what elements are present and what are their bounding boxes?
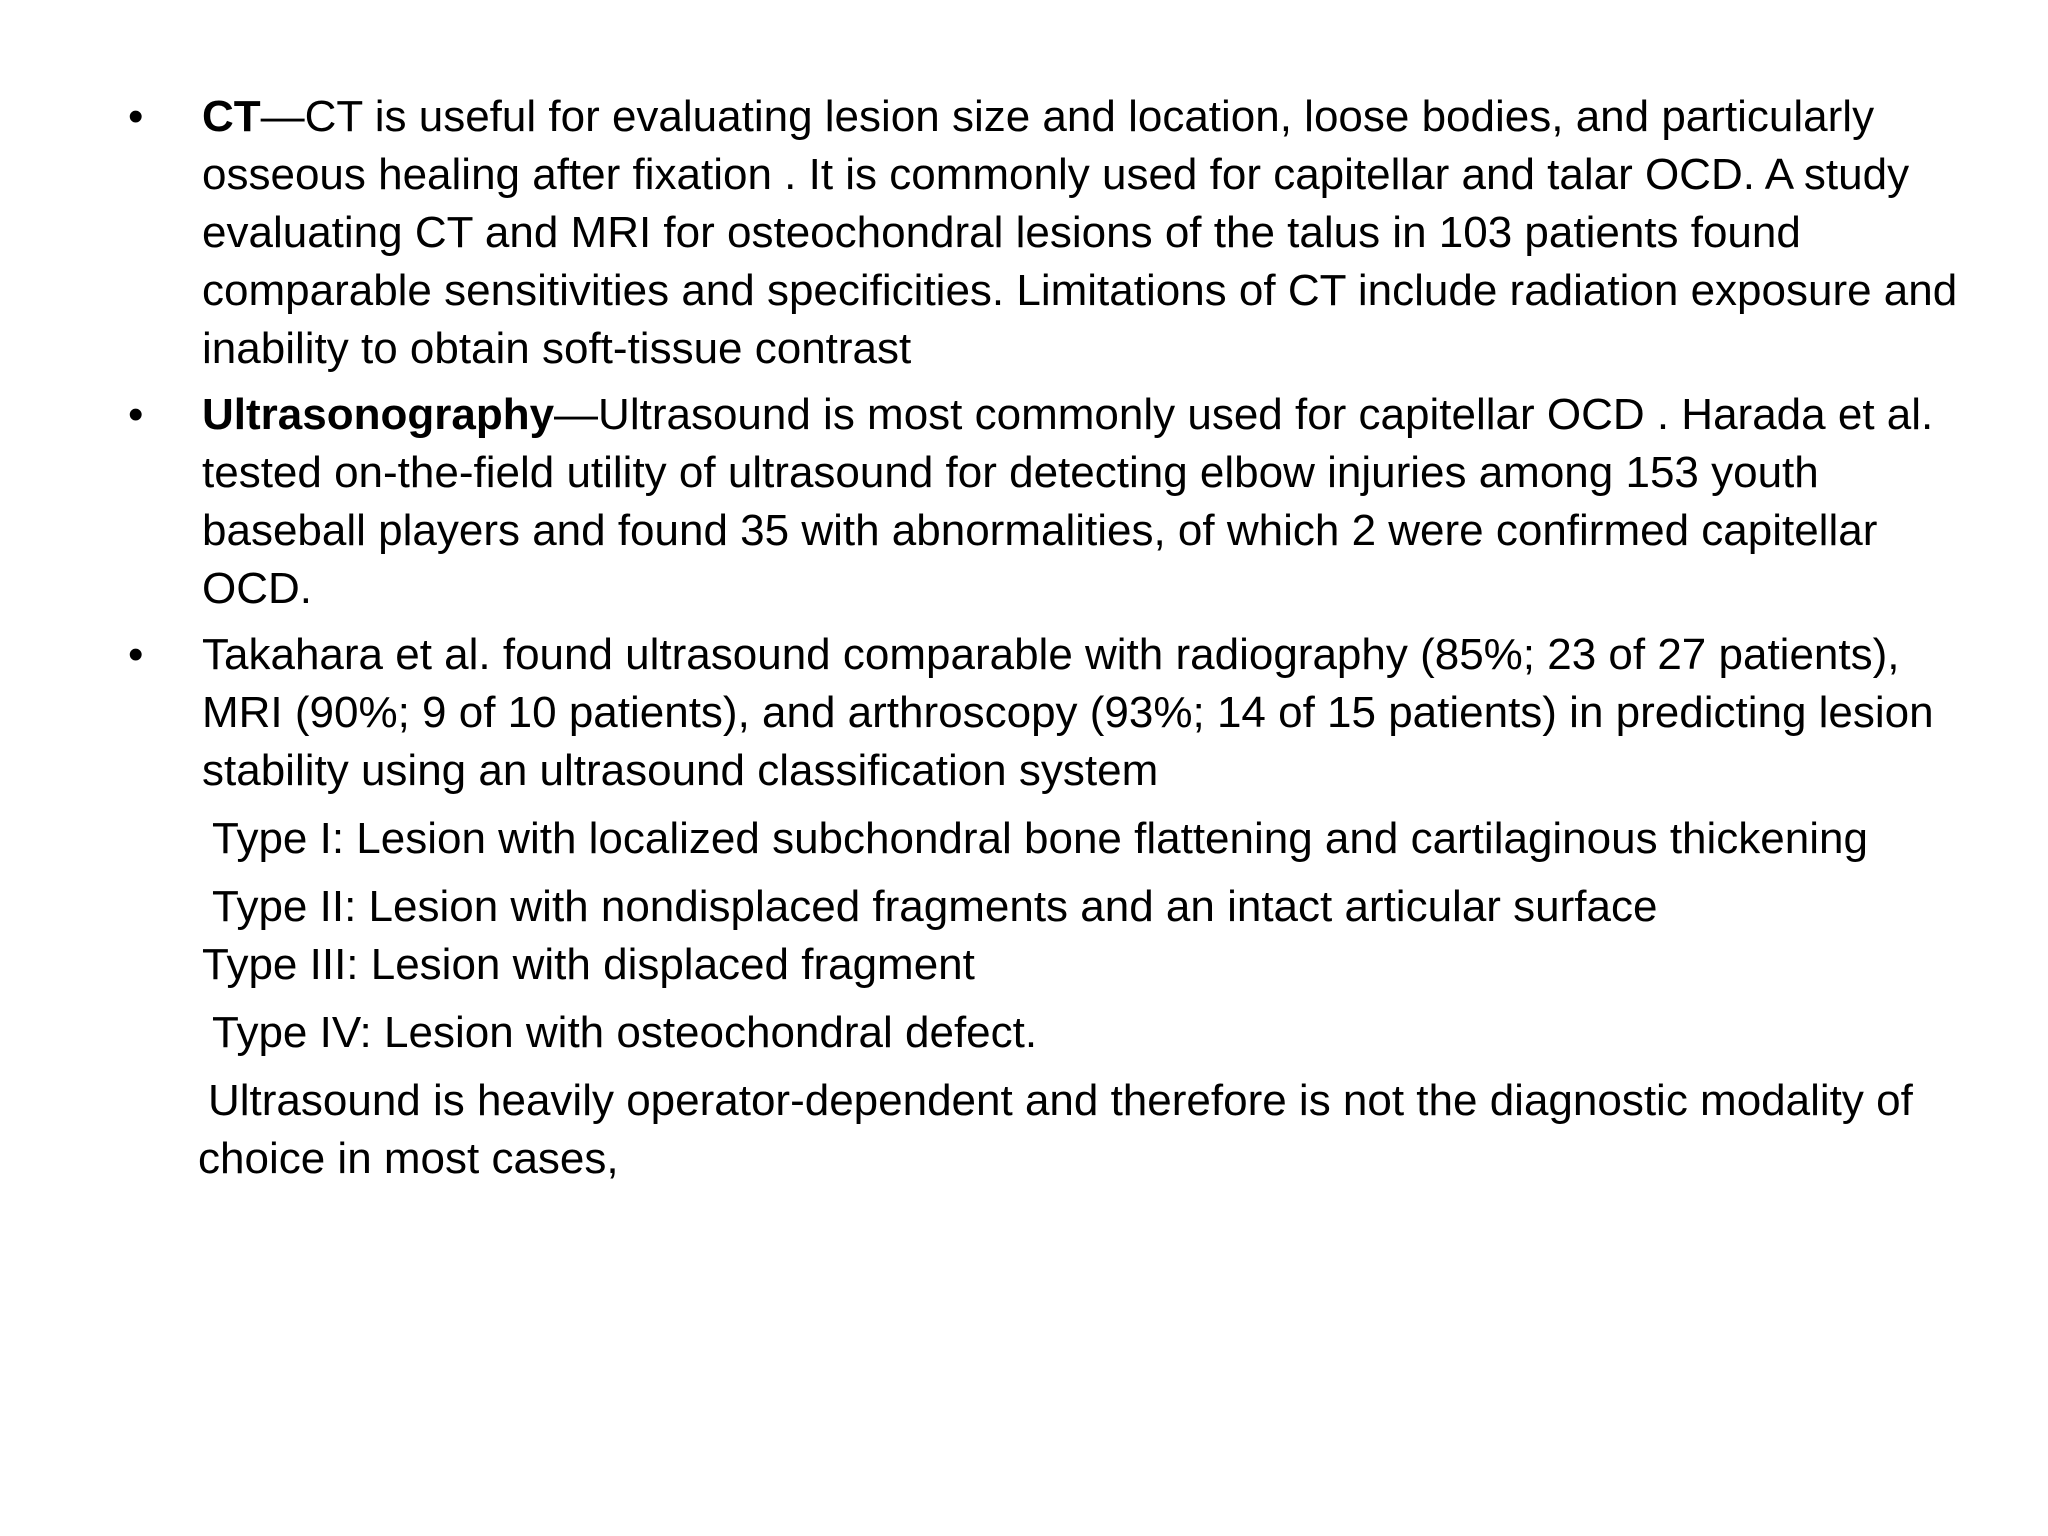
bullet-takahara: [120, 626, 1980, 800]
bullet-ct: [120, 88, 1980, 378]
bullet-dash: —: [260, 92, 305, 141]
bullet-term-ct: CT: [202, 92, 261, 141]
classification-type-1: [120, 810, 1980, 868]
bullet-marker: •: [128, 630, 144, 679]
type-1-text: Type I: Lesion with localized subchondral bone flattening and cartilaginous thickening: [212, 814, 1868, 863]
closing-statement: [120, 1072, 1980, 1188]
type-3-text: Type III: Lesion with displaced fragment: [202, 940, 975, 989]
bullet-body-takahara: Takahara et al. found ultrasound comparable with radiography (85%; 23 of 27 patients), MRI (90%; 9 of 10 patients), and arthroscopy (93%; 14 of 15 patients) in predicting lesion stability using an ultrasound classification system: [202, 630, 1934, 795]
type-2-text: Type II: Lesion with nondisplaced fragments and an intact articular surface: [212, 882, 1658, 931]
bullet-term-ultrasonography: Ultrasonography: [202, 390, 555, 439]
closing-text: Ultrasound is heavily operator-dependent and therefore is not the diagnostic modality of choice in most cases,: [198, 1076, 1913, 1183]
bullet-dash: —: [554, 390, 599, 439]
bullet-text: [202, 386, 1980, 618]
bullet-text: [202, 88, 1980, 378]
bullet-body-ct: CT is useful for evaluating lesion size and location, loose bodies, and particularly osseous healing after fixation . It is commonly used for capitellar and talar OCD. A study evaluating CT and MRI for osteochondral lesions of the talus in 103 patients found comparable sensitivities and specificities. Limitations of CT include radiation exposure and inability to obtain soft-tissue contrast: [202, 92, 1958, 373]
type-4-text: Type IV: Lesion with osteochondral defect.: [212, 1008, 1038, 1057]
bullet-body-ultrasonography: Ultrasound is most commonly used for capitellar OCD . Harada et al. tested on-the-field utility of ultrasound for detecting elbow injuries among 153 youth baseball players and found 35 with abnormalities, of which 2 were confirmed capitellar OCD.: [202, 390, 1934, 613]
classification-types-2-3: [120, 878, 1980, 994]
classification-type-4: [120, 1004, 1980, 1062]
bullet-marker: •: [128, 92, 144, 141]
bullet-ultrasonography: [120, 386, 1980, 618]
bullet-marker: •: [128, 390, 144, 439]
slide-content: [120, 88, 1980, 1188]
